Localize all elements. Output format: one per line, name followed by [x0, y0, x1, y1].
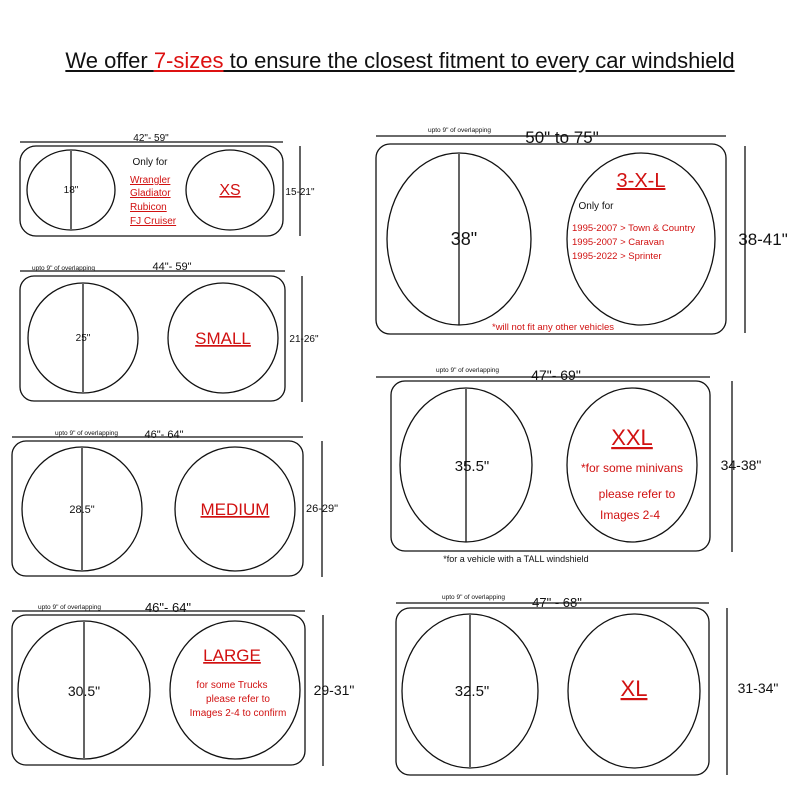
xxl-note-3: Images 2-4 — [599, 508, 661, 522]
panel-xxxl — [376, 136, 745, 334]
xl-overlap-note: upto 9" of overlapping — [442, 594, 506, 601]
title-post: to ensure the closest fitment to every car windshield — [223, 48, 735, 73]
large-width-label: 46"- 64" — [144, 600, 192, 615]
large-note-3: Images 2-4 to confirm — [189, 708, 287, 719]
xxl-size-name: XXL — [611, 425, 653, 450]
xl-shade-outline — [396, 608, 709, 775]
large-size-name: LARGE — [203, 646, 261, 665]
xs-diameter-label: 18" — [63, 185, 79, 196]
large-note-2: please refer to — [206, 694, 270, 705]
xxxl-vehicle-2: 1995-2007 > Caravan — [572, 237, 665, 248]
xs-only-for: Only for — [132, 157, 168, 168]
small-size-name: SMALL — [195, 329, 251, 348]
xs-height-label: 15-21" — [285, 187, 315, 198]
xxxl-shade-outline — [376, 144, 726, 334]
xl-diameter-label: 32.5" — [454, 683, 490, 700]
xs-size-name: XS — [219, 182, 241, 199]
xl-width-label: 47" - 68" — [532, 595, 582, 610]
title-pre: We offer — [65, 48, 154, 73]
medium-size-name: MEDIUM — [200, 500, 270, 519]
title-highlight: 7-sizes — [153, 48, 224, 73]
xxl-footnote: *for a vehicle with a TALL windshield — [443, 554, 589, 564]
xxl-note-2: please refer to — [598, 487, 676, 501]
small-width-label: 44"- 59" — [152, 261, 192, 273]
xxl-diameter-label: 35.5" — [454, 458, 490, 475]
large-height-label: 29-31" — [313, 682, 355, 698]
xxxl-vehicle-3: 1995-2022 > Sprinter — [572, 251, 662, 262]
xxxl-width-label: 50" to 75" — [525, 128, 599, 147]
xs-width-label: 42"- 59" — [133, 133, 169, 144]
large-overlap-note: upto 9" of overlapping — [38, 604, 102, 611]
xxxl-diameter-label: 38" — [450, 229, 478, 249]
xxxl-footnote: *will not fit any other vehicles — [492, 322, 614, 333]
panel-xl — [396, 603, 727, 775]
medium-width-label: 46"- 64" — [144, 429, 184, 441]
xxxl-size-name: 3-X-L — [616, 170, 666, 192]
xs-vehicle-1: Wrangler — [130, 175, 171, 186]
small-height-label: 21-26" — [289, 334, 319, 345]
medium-height-label: 26-29" — [305, 503, 339, 515]
medium-diameter-label: 28.5" — [69, 504, 95, 516]
medium-overlap-note: upto 9" of overlapping — [55, 430, 119, 437]
xs-vehicle-3: Rubicon — [130, 202, 167, 213]
xxl-height-label: 34-38" — [720, 457, 762, 473]
xs-vehicle-4: FJ Cruiser — [130, 216, 177, 227]
xxxl-vehicle-1: 1995-2007 > Town & Country — [572, 223, 696, 234]
xl-size-name: XL — [620, 676, 648, 701]
xxxl-overlap-note: upto 9" of overlapping — [428, 127, 492, 134]
xxl-note-1: *for some minivans — [580, 461, 684, 475]
xxl-width-label: 47"- 69" — [531, 367, 581, 383]
large-note-1: for some Trucks — [196, 680, 268, 691]
small-overlap-note: upto 9" of overlapping — [32, 265, 96, 272]
xxl-overlap-note: upto 9" of overlapping — [436, 367, 500, 374]
xxxl-height-label: 38-41" — [738, 230, 788, 249]
panel-large — [12, 611, 323, 766]
xxxl-only-for: Only for — [578, 201, 614, 212]
large-diameter-label: 30.5" — [67, 683, 101, 699]
panel-small — [20, 271, 302, 402]
xl-height-label: 31-34" — [737, 680, 779, 696]
small-diameter-label: 25" — [75, 333, 91, 344]
panel-medium — [12, 437, 322, 577]
xs-vehicle-2: Gladiator — [130, 188, 171, 199]
